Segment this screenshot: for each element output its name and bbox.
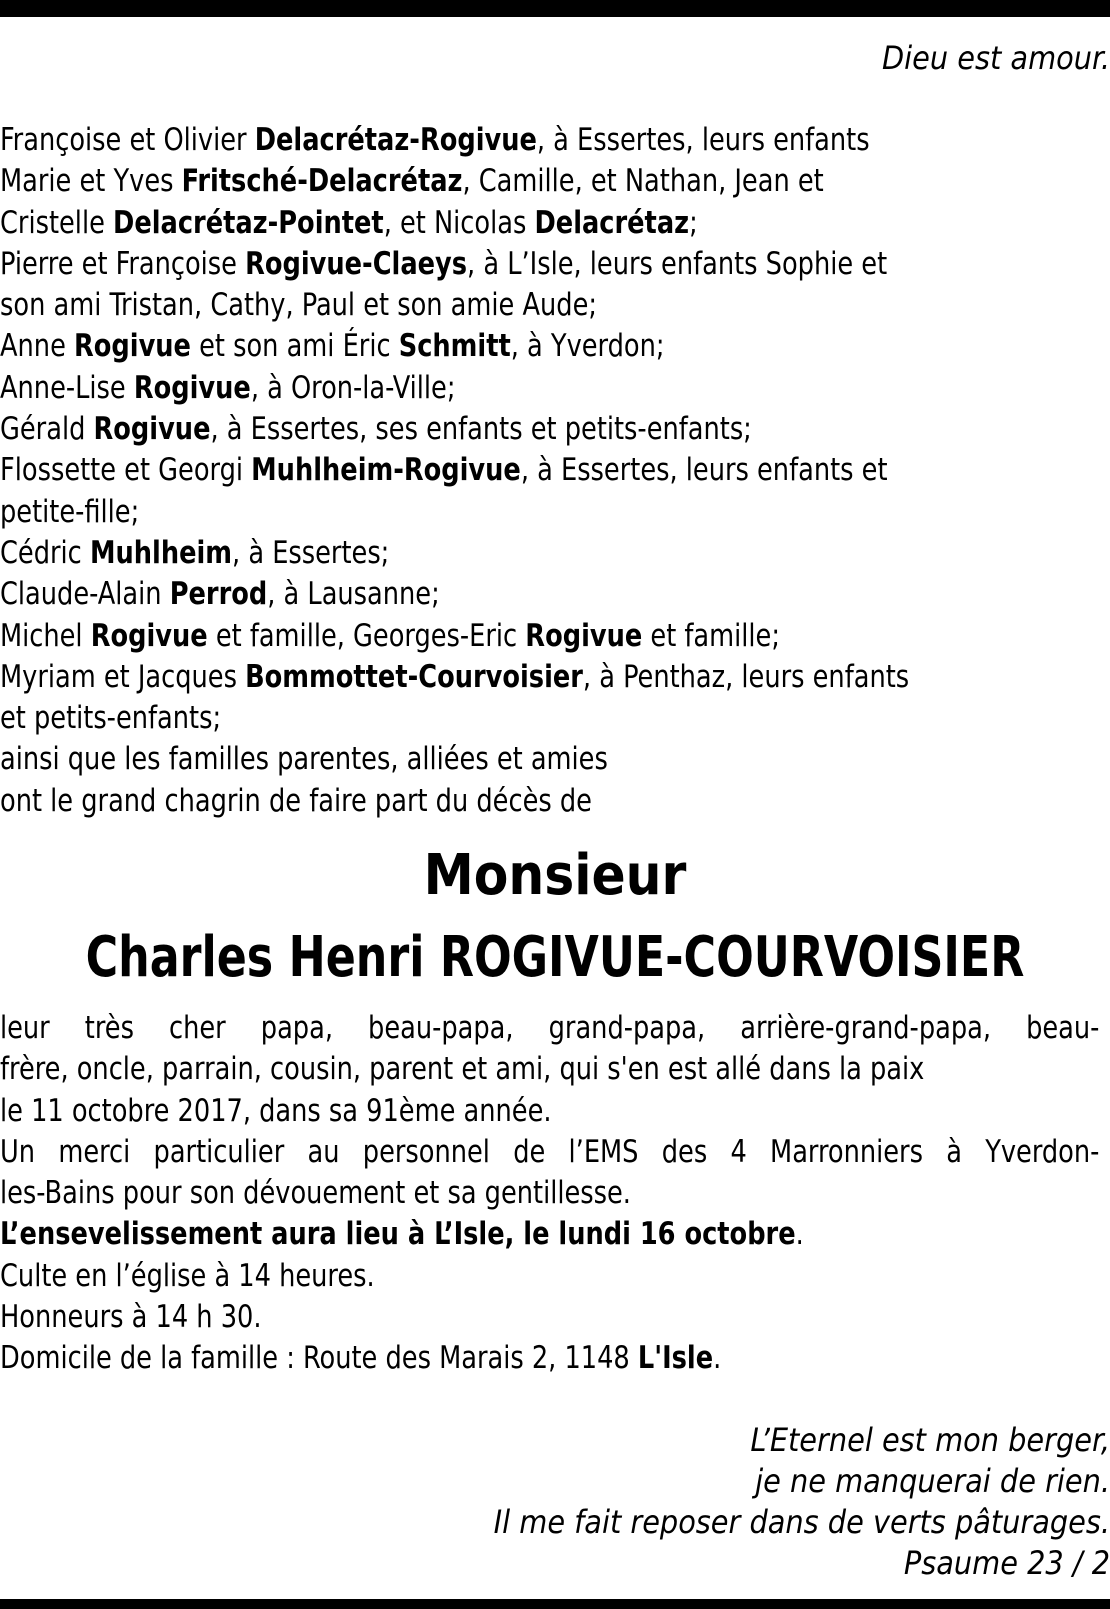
top-rule bbox=[0, 0, 1110, 17]
family-text: , à L’Isle, leurs enfants Sophie et bbox=[467, 245, 888, 282]
family-text: Cédric bbox=[0, 534, 90, 571]
deceased-name: Charles Henri ROGIVUE-COURVOISIER bbox=[85, 925, 1025, 990]
announcement-body bbox=[0, 1008, 1099, 1380]
body-text: Domicile de la famille : Route des Marais 2, 1148 bbox=[0, 1340, 638, 1377]
body-line bbox=[0, 1297, 1099, 1338]
deceased-honorific: Monsieur bbox=[423, 843, 687, 908]
family-text: Myriam et Jacques bbox=[0, 658, 246, 695]
family-line bbox=[0, 781, 1099, 822]
family-text: , Camille, et Nathan, Jean et bbox=[462, 163, 824, 200]
family-text: Flossette et Georgi bbox=[0, 452, 252, 489]
psalm-line: Psaume 23 / 2 bbox=[903, 1544, 1110, 1582]
body-text: le 11 octobre 2017, dans sa 91ème année. bbox=[0, 1092, 552, 1129]
family-line bbox=[0, 161, 1099, 202]
body-line bbox=[0, 1256, 1099, 1297]
family-line bbox=[0, 533, 1099, 574]
body-line bbox=[0, 1049, 1099, 1090]
surname: Rogivue bbox=[93, 411, 211, 448]
family-line bbox=[0, 657, 1099, 698]
body-text: Culte en l’église à 14 heures. bbox=[0, 1257, 375, 1294]
surname: L'Isle bbox=[637, 1340, 714, 1377]
body-line bbox=[0, 1173, 1099, 1214]
family-text: petite-fille; bbox=[0, 493, 140, 530]
surname: Delacrétaz-Rogivue bbox=[254, 122, 537, 158]
family-text: Anne-Lise bbox=[0, 369, 134, 406]
body-text: Honneurs à 14 h 30. bbox=[0, 1299, 262, 1336]
psalm-line: Il me fait reposer dans de verts pâturages. bbox=[493, 1503, 1110, 1541]
surname: Rogivue bbox=[525, 617, 643, 654]
body-line bbox=[0, 1132, 1099, 1173]
psalm-quote bbox=[494, 1420, 1110, 1584]
surname: Delacrétaz bbox=[534, 204, 690, 241]
family-text: , à Essertes, ses enfants et petits-enfants; bbox=[210, 411, 752, 448]
family-text: Cristelle bbox=[0, 204, 114, 241]
family-line bbox=[0, 326, 1099, 367]
surname: L’ensevelissement aura lieu à L’Isle, le lundi 16 octobre bbox=[0, 1216, 796, 1253]
surname: Delacrétaz-Pointet bbox=[113, 204, 384, 241]
family-text: , à Yverdon; bbox=[510, 328, 665, 365]
family-text: , à Essertes; bbox=[232, 534, 390, 571]
family-line bbox=[0, 450, 1099, 491]
family-text: Françoise et Olivier bbox=[0, 122, 255, 158]
family-line bbox=[0, 409, 1099, 450]
family-text: et petits-enfants; bbox=[0, 700, 222, 737]
family-list bbox=[0, 120, 1099, 822]
body-text: leur très cher papa, beau-papa, grand-papa, arrière-grand-papa, beau- bbox=[0, 1010, 1100, 1046]
family-text: , à Oron-la-Ville; bbox=[250, 369, 456, 406]
family-text: Claude-Alain bbox=[0, 576, 170, 613]
psalm-line: L’Eternel est mon berger, bbox=[750, 1421, 1110, 1459]
surname: Rogivue bbox=[133, 369, 251, 406]
family-text: , à Penthaz, leurs enfants bbox=[582, 658, 910, 695]
family-text: son ami Tristan, Cathy, Paul et son amie Aude; bbox=[0, 287, 598, 324]
family-text: et famille, Georges-Eric bbox=[207, 617, 526, 654]
surname: Schmitt bbox=[398, 328, 511, 365]
surname: Fritsché-Delacrétaz bbox=[181, 163, 463, 200]
family-line bbox=[0, 492, 1099, 533]
surname: Muhlheim-Rogivue bbox=[251, 452, 521, 489]
family-line bbox=[0, 739, 1099, 780]
family-text: Gérald bbox=[0, 411, 94, 448]
family-line bbox=[0, 244, 1099, 285]
surname: Muhlheim bbox=[89, 534, 233, 571]
family-line bbox=[0, 120, 1099, 161]
family-text: , à Lausanne; bbox=[267, 576, 440, 613]
body-line bbox=[0, 1091, 1099, 1132]
family-text: ; bbox=[689, 204, 698, 241]
body-text: . bbox=[795, 1216, 804, 1253]
body-line bbox=[0, 1214, 1099, 1255]
family-line bbox=[0, 698, 1099, 739]
family-text: , à Essertes, leurs enfants et bbox=[520, 452, 888, 489]
psalm-line: je ne manquerai de rien. bbox=[755, 1462, 1110, 1500]
family-text: et famille; bbox=[642, 617, 780, 654]
family-line bbox=[0, 616, 1099, 657]
body-text: frère, oncle, parrain, cousin, parent et ami, qui s'en est allé dans la paix bbox=[0, 1051, 925, 1088]
family-text: ainsi que les familles parentes, alliées et amies bbox=[0, 741, 608, 778]
family-text: Pierre et Françoise bbox=[0, 245, 246, 282]
body-text: Un merci particulier au personnel de l’EMS des 4 Marronniers à Yverdon- bbox=[0, 1133, 1100, 1170]
family-line bbox=[0, 574, 1099, 615]
body-line bbox=[0, 1008, 1099, 1049]
family-text: Michel bbox=[0, 617, 91, 654]
family-line bbox=[0, 368, 1099, 409]
surname: Rogivue-Claeys bbox=[245, 245, 468, 282]
family-text: Anne bbox=[0, 328, 75, 365]
body-text: . bbox=[713, 1340, 722, 1377]
family-text: , et Nicolas bbox=[383, 204, 535, 241]
family-line bbox=[0, 203, 1099, 244]
surname: Perrod bbox=[169, 576, 268, 613]
family-text: , à Essertes, leurs enfants bbox=[536, 122, 870, 158]
body-text: les-Bains pour son dévouement et sa gentillesse. bbox=[0, 1175, 631, 1212]
family-text: ont le grand chagrin de faire part du décès de bbox=[0, 782, 592, 819]
surname: Rogivue bbox=[74, 328, 191, 365]
family-line bbox=[0, 285, 1099, 326]
surname: Rogivue bbox=[90, 617, 208, 654]
family-text: Marie et Yves bbox=[0, 163, 182, 200]
motto: Dieu est amour. bbox=[882, 39, 1110, 77]
body-line bbox=[0, 1338, 1099, 1379]
surname: Bommottet-Courvoisier bbox=[245, 658, 583, 695]
family-text: et son ami Éric bbox=[190, 328, 399, 365]
bottom-rule bbox=[0, 1599, 1110, 1609]
